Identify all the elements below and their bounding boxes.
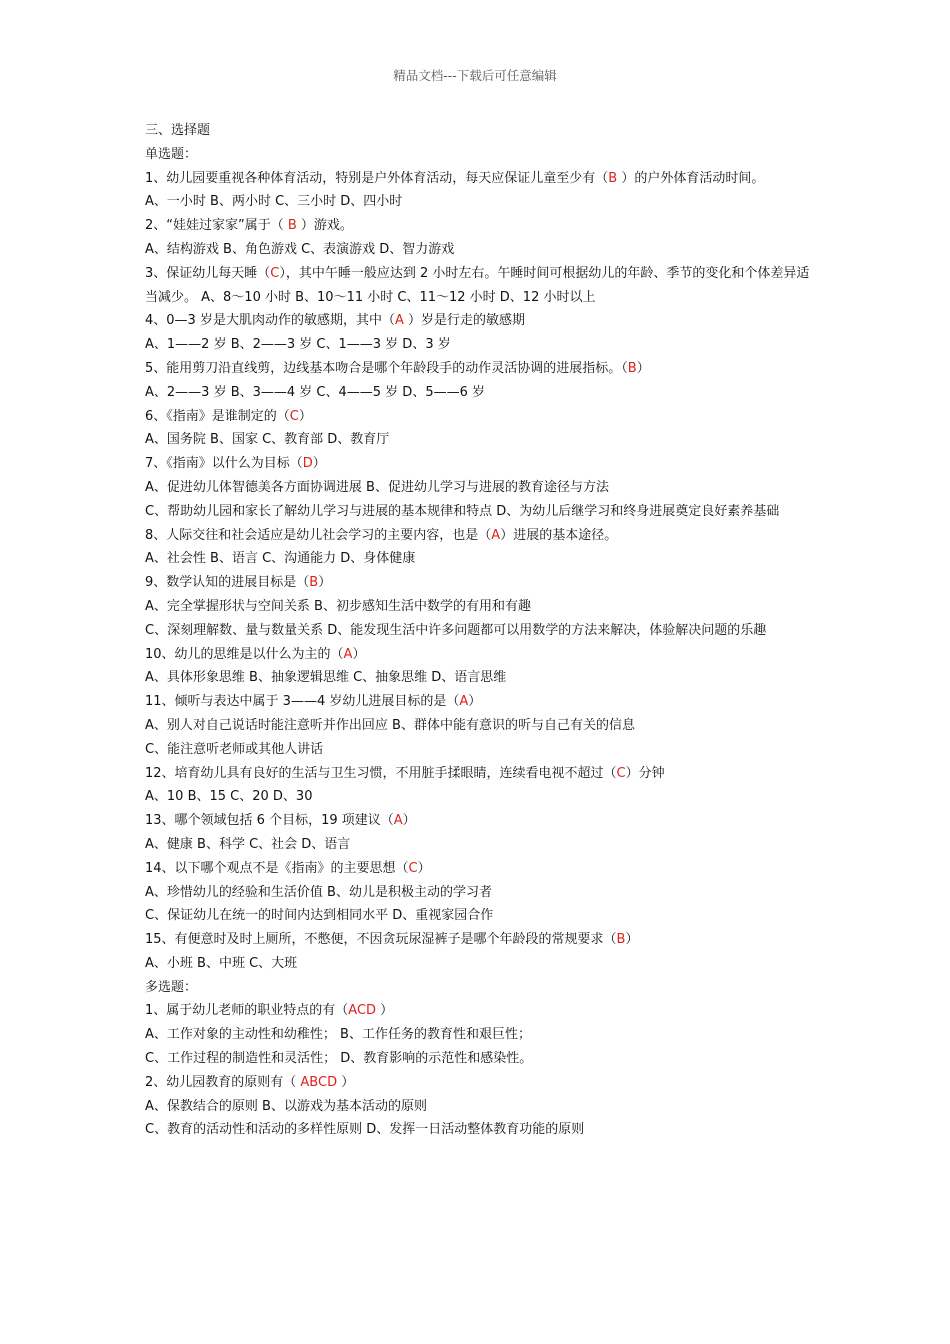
question-text-end: ），其中午睡一般应达到 2 小时左右。午睡时间可根据幼儿的年龄、季节的变化和个体差异适当减少。 A、8～10 小时 B、10～11 小时 C、11～12 小时 D、12 小时以上 — [145, 265, 810, 305]
text-line — [145, 405, 815, 429]
question-text-end: ） — [337, 1074, 355, 1090]
question-text-end: ） — [312, 456, 326, 472]
text-line: C、深刻理解数、量与数量关系 D、能发现生活中许多问题都可以用数学的方法来解决，体验解决问题的乐趣 — [145, 622, 767, 638]
text-line: A、工作对象的主动性和幼稚性； B、工作任务的教育性和艰巨性； — [145, 1027, 531, 1043]
text-line: C、工作过程的制造性和灵活性； D、教育影响的示范性和感染性。 — [145, 1051, 533, 1067]
text-line — [145, 1071, 815, 1095]
answer-key: A — [491, 527, 501, 543]
question-text: 14、以下哪个观点不是《指南》的主要思想（ — [145, 860, 409, 876]
text-line — [145, 167, 815, 191]
question-text: 12、培育幼儿具有良好的生活与卫生习惯，不用脏手揉眼睛，连续看电视不超过（ — [145, 765, 617, 781]
text-line — [145, 928, 815, 952]
question-text: 1、属于幼儿老师的职业特点的有（ — [145, 1003, 349, 1019]
answer-key: ACD — [348, 1003, 377, 1019]
text-line: C、教育的活动性和活动的多样性原则 D、发挥一日活动整体教育功能的原则 — [145, 1122, 585, 1138]
answer-key: A — [459, 694, 469, 710]
answer-key: B — [287, 218, 297, 234]
text-line: 单选题： — [145, 146, 198, 162]
question-text-end: ） — [376, 1003, 394, 1019]
answer-key: C — [289, 408, 299, 424]
text-line: A、10 B、15 C、20 D、30 — [145, 789, 313, 805]
answer-key: A — [393, 813, 403, 829]
text-line — [145, 643, 815, 667]
question-text-end: ）游戏。 — [296, 218, 353, 234]
answer-key: D — [302, 456, 313, 472]
answer-key: B — [608, 170, 618, 186]
question-text: 8、人际交往和社会适应是幼儿社会学习的主要内容，也是（ — [145, 527, 492, 543]
text-line: A、2——3 岁 B、3——4 岁 C、4——5 岁 D、5——6 岁 — [145, 384, 485, 400]
question-text-end: ）分钟 — [625, 765, 665, 781]
answer-key: B — [627, 360, 637, 376]
text-line: A、社会性 B、语言 C、沟通能力 D、身体健康 — [145, 551, 416, 567]
text-line — [145, 690, 815, 714]
text-line — [145, 357, 815, 381]
text-line: A、完全掌握形状与空间关系 B、初步感知生活中数学的有用和有趣 — [145, 598, 531, 614]
answer-key: B — [616, 932, 626, 948]
text-line: A、具体形象思维 B、抽象逻辑思维 C、抽象思维 D、语言思维 — [145, 670, 507, 686]
text-line: C、保证幼儿在统一的时间内达到相同水平 D、重视家园合作 — [145, 908, 494, 924]
question-text: 11、倾听与表达中属于 3——4 岁幼儿进展目标的是（ — [145, 694, 460, 710]
text-line: A、小班 B、中班 C、大班 — [145, 955, 298, 971]
question-text-end: ） — [298, 408, 312, 424]
text-line: A、珍惜幼儿的经验和生活价值 B、幼儿是积极主动的学习者 — [145, 884, 492, 900]
answer-key: A — [394, 313, 404, 329]
question-text-end: ）进展的基本途径。 — [500, 527, 618, 543]
question-text: 4、0—3 岁是大肌肉动作的敏感期，其中（ — [145, 313, 395, 329]
text-line: 多选题： — [145, 979, 198, 995]
question-text: 13、哪个领域包括 6 个目标，19 项建议（ — [145, 813, 394, 829]
question-text: 1、幼儿园要重视各种体育活动，特别是户外体育活动，每天应保证儿童至少有（ — [145, 170, 609, 186]
text-line: C、帮助幼儿园和家长了解幼儿学习与进展的基本规律和特点 D、为幼儿后继学习和终身进展奠定良好素养基础 — [145, 503, 780, 519]
question-text: 15、有便意时及时上厕所，不憋便，不因贪玩尿湿裤子是哪个年龄段的常规要求（ — [145, 932, 617, 948]
question-text-end: ） — [318, 575, 332, 591]
question-text-end: ）的户外体育活动时间。 — [617, 170, 765, 186]
text-line — [145, 309, 815, 333]
question-text-end: ） — [352, 646, 366, 662]
answer-key: A — [343, 646, 353, 662]
question-text: 7、《指南》以什么为目标（ — [145, 456, 303, 472]
text-line: 三、选择题 — [145, 123, 211, 138]
question-text: 9、数学认知的进展目标是（ — [145, 575, 310, 591]
text-line: C、能注意听老师或其他人讲话 — [145, 741, 324, 757]
text-line: A、一小时 B、两小时 C、三小时 D、四小时 — [145, 194, 403, 210]
question-text-end: ） — [636, 360, 650, 376]
question-text: 2、幼儿园教育的原则有（ — [145, 1074, 301, 1090]
text-line — [145, 809, 815, 833]
text-line: A、结构游戏 B、角色游戏 C、表演游戏 D、智力游戏 — [145, 241, 455, 257]
text-line: A、国务院 B、国家 C、教育部 D、教育厅 — [145, 432, 390, 448]
text-line: A、健康 B、科学 C、社会 D、语言 — [145, 836, 351, 852]
question-text: 5、能用剪刀沿直线剪，边线基本吻合是哪个年龄段手的动作灵活协调的进展指标。（ — [145, 360, 628, 376]
text-line: A、别人对自己说话时能注意听并作出回应 B、群体中能有意识的听与自己有关的信息 — [145, 717, 635, 733]
question-text-end: ） — [417, 860, 431, 876]
text-line: A、1——2 岁 B、2——3 岁 C、1——3 岁 D、3 岁 — [145, 337, 451, 353]
question-text: 2、“娃娃过家家”属于（ — [145, 218, 288, 234]
answer-key: C — [408, 860, 418, 876]
question-text-end: ） — [625, 932, 639, 948]
text-line — [145, 214, 815, 238]
question-text: 6、《指南》是谁制定的（ — [145, 408, 290, 424]
answer-key: ABCD — [300, 1074, 338, 1090]
answer-key: C — [270, 265, 280, 281]
text-line — [145, 262, 815, 310]
answer-key: C — [616, 765, 626, 781]
answer-key: B — [309, 575, 319, 591]
text-line — [145, 999, 815, 1023]
text-line — [145, 524, 815, 548]
text-line: A、促进幼儿体智德美各方面协调进展 B、促进幼儿学习与进展的教育途径与方法 — [145, 479, 609, 495]
text-line — [145, 857, 815, 881]
question-text: 3、保证幼儿每天睡（ — [145, 265, 271, 281]
question-text-end: ） — [402, 813, 416, 829]
text-line: A、保教结合的原则 B、以游戏为基本活动的原则 — [145, 1098, 427, 1114]
text-line — [145, 762, 815, 786]
text-line — [145, 571, 815, 595]
page-header: 精品文档---下载后可任意编辑 — [393, 68, 557, 83]
document-body — [145, 119, 815, 1142]
question-text-end: ） — [468, 694, 482, 710]
text-line — [145, 452, 815, 476]
question-text: 10、幼儿的思维是以什么为主的（ — [145, 646, 344, 662]
question-text-end: ）岁是行走的敏感期 — [403, 313, 525, 329]
